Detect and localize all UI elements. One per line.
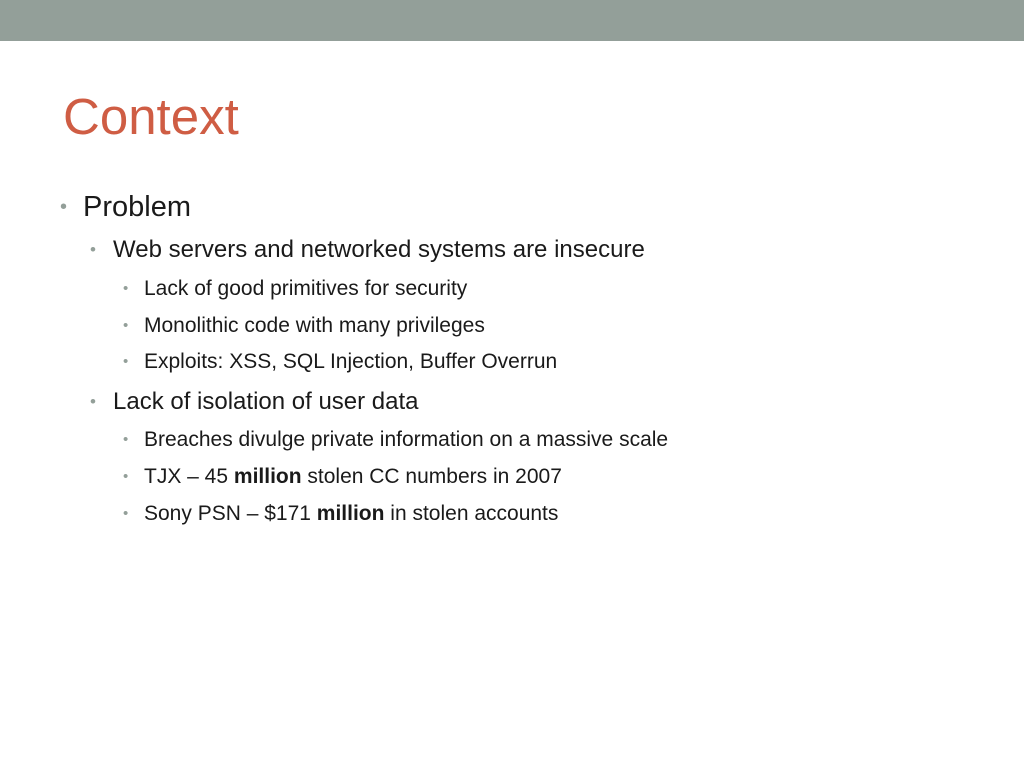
bullet-sony <box>123 501 558 527</box>
top-accent-bar <box>0 0 1024 41</box>
bullet-icon: • <box>90 240 96 259</box>
tjx-emphasis: million <box>233 465 302 488</box>
tjx-text-after: stolen CC numbers in 2007 <box>301 465 562 488</box>
bullet-icon: • <box>90 392 96 411</box>
bullet-icon: • <box>60 196 68 218</box>
bullet-text: Web servers and networked systems are insecure <box>113 236 645 263</box>
bullet-web-servers <box>90 235 645 265</box>
bullet-text: Lack of good primitives for security <box>144 277 468 300</box>
bullet-exploits <box>123 349 557 375</box>
tjx-text-before: TJX – 45 <box>144 465 234 488</box>
bullet-monolithic <box>123 313 485 339</box>
bullet-breaches <box>123 427 668 453</box>
bullet-icon: • <box>123 353 129 370</box>
bullet-icon: • <box>123 468 129 485</box>
bullet-lack-primitives <box>123 276 467 302</box>
bullet-text: Lack of isolation of user data <box>113 388 419 415</box>
sony-text-before: Sony PSN – $171 <box>144 502 317 525</box>
bullet-text: Exploits: XSS, SQL Injection, Buffer Overrun <box>144 350 558 373</box>
bullet-icon: • <box>123 317 129 334</box>
bullet-icon: • <box>123 505 129 522</box>
sony-emphasis: million <box>316 502 385 525</box>
bullet-text: Monolithic code with many privileges <box>144 314 485 337</box>
bullet-icon: • <box>123 280 129 297</box>
slide-title: Context <box>63 88 239 145</box>
bullet-lack-isolation <box>90 387 419 417</box>
sony-text-after: in stolen accounts <box>384 502 559 525</box>
bullet-tjx <box>123 464 562 490</box>
bullet-icon: • <box>123 431 129 448</box>
bullet-problem <box>60 189 191 225</box>
bullet-text: Breaches divulge private information on a massive scale <box>144 428 669 451</box>
bullet-text: Problem <box>83 191 191 223</box>
